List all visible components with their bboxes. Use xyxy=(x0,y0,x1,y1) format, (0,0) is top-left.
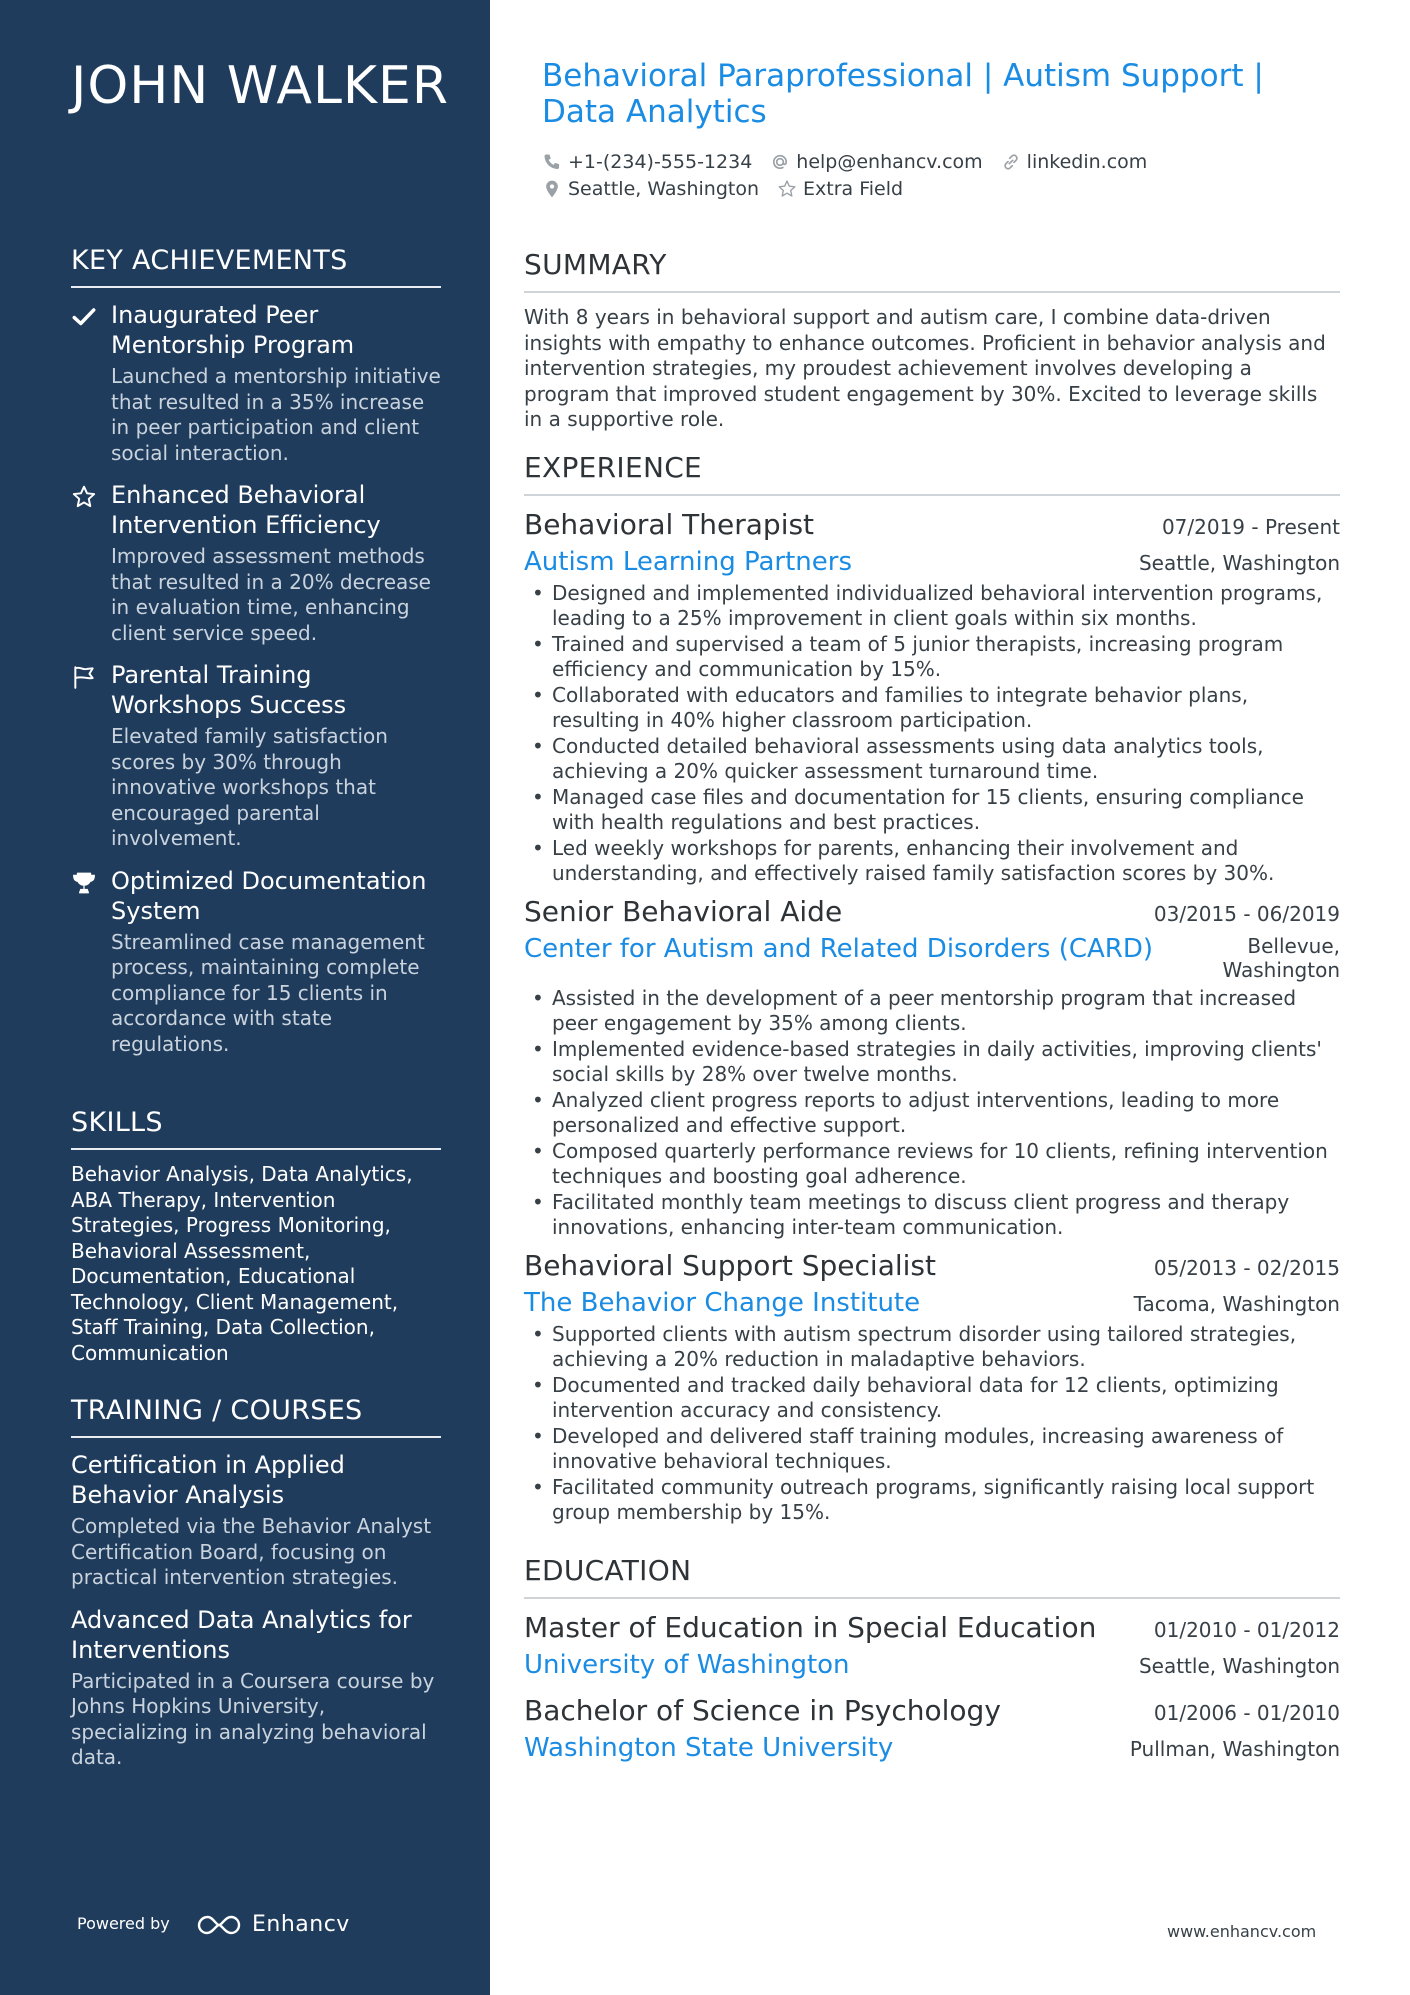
bullet-item: • Developed and delivered staff training modules, increasing awareness of innovative behavioral techniques. xyxy=(524,1424,1340,1475)
bullet-item: • Assisted in the development of a peer mentorship program that increased peer engagement by 35% among clients. xyxy=(524,986,1340,1037)
star-outline-icon xyxy=(777,179,797,199)
achievement-desc: Launched a mentorship initiative that resulted in a 35% increase in peer participation and client social interaction. xyxy=(111,364,441,465)
degree-title: Master of Education in Special Education xyxy=(524,1610,1097,1644)
education-entry xyxy=(524,1694,1340,1763)
phone-icon xyxy=(542,152,562,172)
job-title: Behavioral Therapist xyxy=(524,507,815,541)
company-name[interactable]: Center for Autism and Related Disorders (CARD) xyxy=(524,933,1154,964)
bullet-item: • Composed quarterly performance reviews for 10 clients, refining intervention techniques and boosting goal adherence. xyxy=(524,1139,1340,1190)
achievement-item xyxy=(71,660,441,852)
course-title: Certification in Applied Behavior Analysis xyxy=(71,1451,345,1509)
bullet-item: • Trained and supervised a team of 5 junior therapists, increasing program efficiency and communication by 15%. xyxy=(524,632,1340,683)
achievement-desc: Improved assessment methods that resulted in a 20% decrease in evaluation time, enhancing client service speed. xyxy=(111,544,431,645)
achievement-title: Optimized Documentation System xyxy=(111,866,427,925)
at-icon xyxy=(770,152,790,172)
skills-title: SKILLS xyxy=(71,1107,441,1150)
summary-section xyxy=(524,248,1340,433)
job-entry xyxy=(524,508,1340,887)
bullet-item: • Facilitated community outreach programs, significantly raising local support group membership by 15%. xyxy=(524,1475,1340,1526)
skills-section xyxy=(71,1107,441,1366)
achievement-item xyxy=(71,300,441,466)
key-achievements-section xyxy=(71,245,441,1071)
job-location: Tacoma, Washington xyxy=(1133,1291,1340,1316)
company-name[interactable]: The Behavior Change Institute xyxy=(524,1287,921,1318)
company-name[interactable]: Autism Learning Partners xyxy=(524,546,852,577)
course-desc: Participated in a Coursera course by Johns Hopkins University, specializing in analyzing behavioral data. xyxy=(71,1668,435,1769)
job-dates: 03/2015 - 06/2019 xyxy=(1153,901,1340,926)
bullet-item: • Analyzed client progress reports to adjust interventions, leading to more personalized and effective support. xyxy=(524,1088,1340,1139)
achievement-desc: Elevated family satisfaction scores by 30% through innovative workshops that encouraged parental involvement. xyxy=(111,724,388,850)
location-text: Seattle, Washington xyxy=(568,177,759,200)
website-link[interactable]: www.enhancv.com xyxy=(1167,1922,1317,1941)
job-title: Behavioral Support Specialist xyxy=(524,1248,936,1282)
trophy-icon xyxy=(71,870,97,896)
bullet-item: • Documented and tracked daily behavioral data for 12 clients, optimizing intervention accuracy and consistency. xyxy=(524,1373,1340,1424)
job-dates: 05/2013 - 02/2015 xyxy=(1153,1255,1340,1280)
achievement-title: Enhanced Behavioral Intervention Efficiency xyxy=(111,481,381,539)
job-bullets xyxy=(524,986,1340,1241)
phone-text: +1-(234)-555-1234 xyxy=(568,150,753,173)
flag-icon xyxy=(71,664,97,690)
bullet-item: • Collaborated with educators and families to integrate behavior plans, resulting in 40% higher classroom participation. xyxy=(524,683,1340,734)
bullet-item: • Supported clients with autism spectrum disorder using tailored strategies, achieving a 20% reduction in maladaptive behaviors. xyxy=(524,1322,1340,1373)
skills-list: Behavior Analysis, Data Analytics, ABA Therapy, Intervention Strategies, Progress Monitoring, Behavioral Assessment, Documentation, Educational Technology, Client Management, Staff Training, Data Collection, Communication xyxy=(71,1162,413,1365)
training-title: TRAINING / COURSES xyxy=(71,1395,441,1438)
job-location: Bellevue, Washington xyxy=(1222,933,1340,982)
star-icon xyxy=(71,484,97,510)
education-dates: 01/2006 - 01/2010 xyxy=(1153,1700,1340,1725)
bullet-item: • Implemented evidence-based strategies in daily activities, improving clients' social skills by 28% over twelve months. xyxy=(524,1037,1340,1088)
degree-title: Bachelor of Science in Psychology xyxy=(524,1693,1001,1727)
education-dates: 01/2010 - 01/2012 xyxy=(1153,1617,1340,1642)
bullet-item: • Conducted detailed behavioral assessments using data analytics tools, achieving a 20% quicker assessment turnaround time. xyxy=(524,734,1340,785)
achievement-item xyxy=(71,480,441,646)
extra-field-text: Extra Field xyxy=(803,177,904,200)
brand-name: Enhancv xyxy=(252,1912,350,1937)
achievement-desc: Streamlined case management process, maintaining complete compliance for 15 clients in accordance with state regulations. xyxy=(111,929,425,1056)
education-section xyxy=(524,1554,1340,1763)
main-content xyxy=(524,248,1340,1771)
linkedin-text: linkedin.com xyxy=(1026,150,1148,173)
bullet-item: • Managed case files and documentation for 15 clients, ensuring compliance with health regulations and best practices. xyxy=(524,785,1340,836)
job-title: Senior Behavioral Aide xyxy=(524,894,843,928)
bullet-item: • Led weekly workshops for parents, enhancing their involvement and understanding, and effectively raised family satisfaction scores by 30%. xyxy=(524,836,1340,887)
powered-by-label: Powered by xyxy=(77,1914,170,1933)
summary-title: SUMMARY xyxy=(524,248,1340,293)
education-location: Seattle, Washington xyxy=(1138,1653,1340,1678)
key-achievements-title: KEY ACHIEVEMENTS xyxy=(71,245,441,288)
check-icon xyxy=(71,304,97,330)
headline: Behavioral Paraprofessional | Autism Support | Data Analytics xyxy=(542,58,1264,130)
enhancv-logo[interactable] xyxy=(196,1912,350,1937)
course-title: Advanced Data Analytics for Interventions xyxy=(71,1605,412,1664)
bullet-item: • Designed and implemented individualized behavioral intervention programs, leading to a 25% improvement in client goals within six months. xyxy=(524,581,1340,632)
bullet-item: • Facilitated monthly team meetings to discuss client progress and therapy innovations, enhancing inter-team communication. xyxy=(524,1190,1340,1241)
school-name[interactable]: University of Washington xyxy=(524,1649,850,1680)
achievement-item xyxy=(71,866,441,1058)
job-bullets xyxy=(524,581,1340,887)
job-entry xyxy=(524,1249,1340,1526)
job-entry xyxy=(524,895,1340,1241)
education-location: Pullman, Washington xyxy=(1129,1736,1340,1761)
job-bullets xyxy=(524,1322,1340,1526)
course-item xyxy=(71,1450,441,1591)
extra-field-contact xyxy=(777,178,903,200)
achievement-title: Inaugurated Peer Mentorship Program xyxy=(111,301,355,359)
education-title: EDUCATION xyxy=(524,1554,1340,1599)
location-pin-icon xyxy=(542,179,562,199)
course-item xyxy=(71,1605,441,1771)
phone-contact[interactable] xyxy=(542,151,752,173)
experience-section xyxy=(524,451,1340,1526)
training-section xyxy=(71,1395,441,1785)
course-desc: Completed via the Behavior Analyst Certification Board, focusing on practical intervention strategies. xyxy=(71,1514,432,1589)
sidebar xyxy=(0,0,490,1995)
education-entry xyxy=(524,1611,1340,1680)
location-contact xyxy=(542,178,759,200)
linkedin-contact[interactable] xyxy=(1001,151,1148,173)
job-dates: 07/2019 - Present xyxy=(1161,514,1340,539)
candidate-name: JOHN WALKER xyxy=(71,56,449,116)
summary-text: With 8 years in behavioral support and autism care, I combine data-driven insights with empathy to enhance outcomes. Proficient in behavior analysis and intervention strategies, my proudest achievement involves developing a program that improved student engagement by 30%. Excited to leverage skills in a supportive role. xyxy=(524,305,1326,431)
job-location: Seattle, Washington xyxy=(1138,550,1340,575)
link-icon xyxy=(1001,152,1021,172)
email-text: help@enhancv.com xyxy=(796,150,983,173)
achievement-title: Parental Training Workshops Success xyxy=(111,661,347,719)
enhancv-logo-icon xyxy=(196,1913,242,1937)
experience-title: EXPERIENCE xyxy=(524,451,1340,496)
email-contact[interactable] xyxy=(770,151,982,173)
school-name[interactable]: Washington State University xyxy=(524,1732,894,1763)
contact-info xyxy=(542,148,1342,202)
